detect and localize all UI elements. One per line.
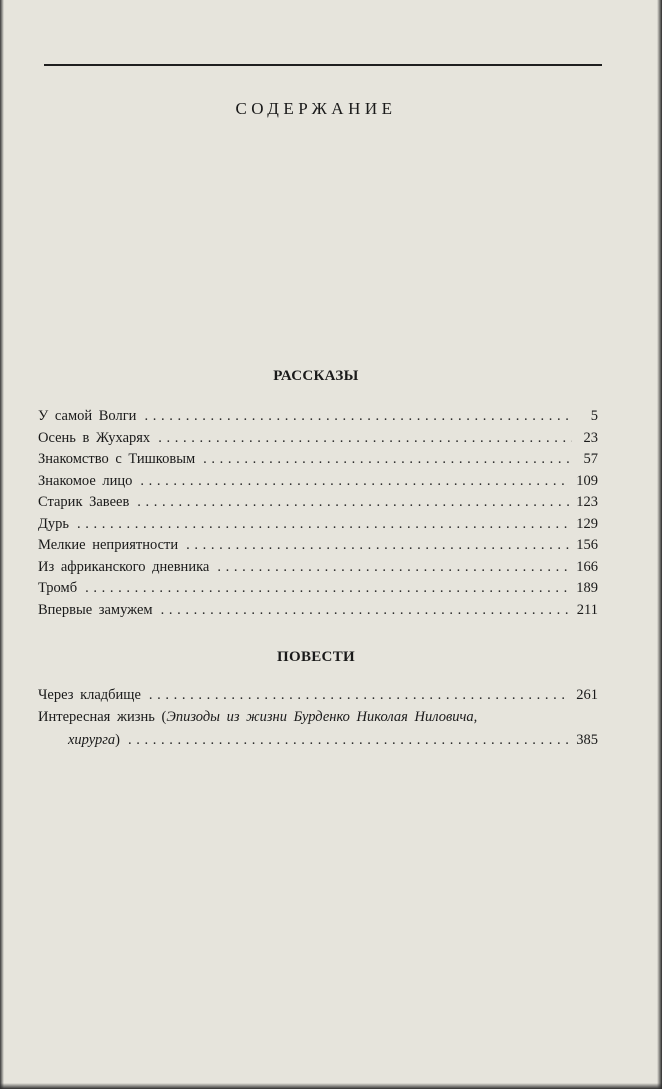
- toc-entry-title: Дурь: [38, 515, 70, 532]
- top-rule: [44, 64, 602, 66]
- toc-entry-title: У самой Волги: [38, 408, 137, 424]
- toc-entry: [38, 580, 598, 602]
- toc-entry-page: 109: [576, 472, 598, 489]
- toc-entry-title: Знакомое лицо: [38, 472, 133, 489]
- leader-dots: [85, 580, 570, 597]
- toc-entry: [38, 494, 598, 516]
- leader-dots: [161, 602, 571, 619]
- toc-entry: [38, 687, 598, 709]
- leader-dots: [149, 687, 570, 704]
- toc-entry: [38, 430, 598, 452]
- toc-entry-page: 57: [583, 451, 598, 467]
- toc-entry-title: Через кладбище: [38, 687, 141, 703]
- toc-stories: [38, 408, 598, 623]
- leader-dots: [144, 408, 572, 425]
- leader-dots: [217, 559, 570, 576]
- toc-entry-page: 261: [576, 687, 598, 703]
- leader-dots: [137, 494, 570, 511]
- close-paren: ): [115, 731, 120, 748]
- section-heading-stories: РАССКАЗЫ: [273, 368, 359, 384]
- toc-entry-page: 123: [576, 494, 598, 510]
- section-heading-novellas: ПОВЕСТИ: [277, 649, 355, 665]
- toc-entry-page: 129: [576, 515, 598, 532]
- toc-entry: [38, 408, 598, 430]
- toc-entry-page: 5: [590, 408, 598, 424]
- toc-entry-subtitle-cont: [68, 732, 120, 749]
- toc-entry-page: 189: [576, 580, 598, 596]
- toc-entry: [38, 537, 598, 559]
- page-edge-bottom: [0, 1083, 662, 1089]
- page-title: СОДЕРЖАНИЕ: [235, 99, 397, 118]
- leader-dots: [203, 451, 572, 468]
- toc-entry: [38, 602, 598, 624]
- toc-entry-title: Знакомство с Тишковым: [38, 451, 196, 467]
- toc-entry-title: Впервые замужем: [38, 601, 153, 618]
- toc-entry-page: 23: [583, 429, 598, 446]
- leader-dots: [128, 732, 570, 749]
- toc-entry-title: Интересная жизнь: [38, 708, 155, 725]
- toc-entry-title: Тромб: [38, 580, 78, 596]
- toc-entry-continuation: [38, 732, 598, 754]
- page-edge-right: [657, 0, 662, 1089]
- toc-entry: [38, 559, 598, 581]
- toc-entry-title: Старик Завеев: [38, 494, 130, 510]
- leader-dots: [158, 430, 572, 447]
- toc-entry: [38, 451, 598, 473]
- leader-dots: [77, 516, 570, 533]
- toc-entry-title: Из африканского дневника: [38, 558, 210, 575]
- toc-entry-title: Осень в Жухарях: [38, 429, 151, 446]
- toc-entry: [38, 473, 598, 495]
- toc-entry-subtitle-end: хирурга: [68, 731, 116, 748]
- toc-entry-page: 166: [576, 558, 598, 575]
- toc-entry-page: 156: [576, 537, 598, 553]
- toc-entry-page: 211: [576, 601, 598, 618]
- open-paren: (: [161, 708, 167, 725]
- toc-novellas: [38, 687, 598, 753]
- toc-entry-title: Мелкие неприятности: [38, 537, 179, 553]
- toc-entry-long: [38, 709, 598, 732]
- page-edge-left: [0, 0, 4, 1089]
- toc-entry-page: 385: [576, 731, 598, 748]
- leader-dots: [140, 473, 570, 490]
- toc-entry-subtitle: Эпизоды из жизни Бурденко Николая Ниловича,: [166, 708, 478, 725]
- leader-dots: [186, 537, 570, 554]
- toc-entry: [38, 516, 598, 538]
